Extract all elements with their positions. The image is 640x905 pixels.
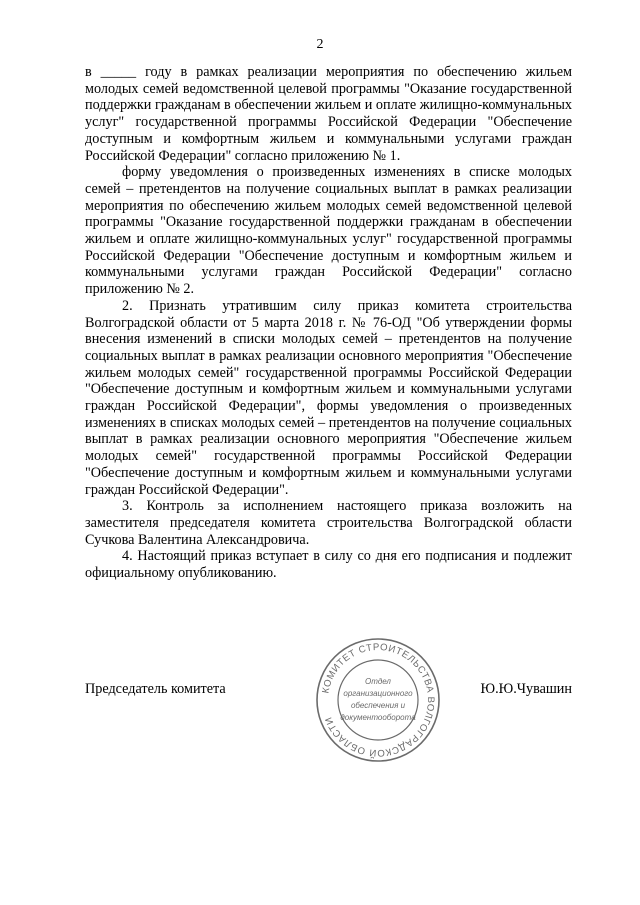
document-body: [85, 64, 572, 582]
stamp-outer-ring: [317, 639, 439, 761]
stamp-line-4: документооборота: [340, 713, 416, 722]
paragraph-item-4: 4. Настоящий приказ вступает в силу со дня его подписания и подлежит официальному опубликованию.: [85, 548, 572, 582]
signatory-name: Ю.Ю.Чувашин: [480, 681, 572, 697]
page-number: 2: [316, 37, 324, 52]
paragraph-notification-form: форму уведомления о произведенных изменениях в списке молодых семей – претендентов на получение социальных выплат в рамках реализации мероприятия по обеспечению жильем молодых семей ведомственной целевой программы "Оказание государственной поддержки гражданам в обеспечении жильем и оплате жилищно-коммунальных услуг" государственной программы Российской Федерации "Обеспечение доступным и комфортным жильем и коммунальными услугами граждан Российской Федерации" согласно приложению № 2.: [85, 164, 572, 298]
signatory-position: Председатель комитета: [85, 681, 226, 697]
paragraph-item-3: 3. Контроль за исполнением настоящего приказа возложить на заместителя председателя комитета строительства Волгоградской области Сучкова Валентина Александровича.: [85, 498, 572, 548]
paragraph-continuation: в _____ году в рамках реализации мероприятия по обеспечению жильем молодых семей ведомственной целевой программы "Оказание государственной поддержки гражданам в обеспечении жильем и оплате жилищно-коммунальных услуг" государственной программы Российской Федерации "Обеспечение доступным и комфортным жильем и коммунальными услугами граждан Российской Федерации" согласно приложению № 1.: [85, 64, 572, 164]
stamp-line-2: организационного: [343, 689, 413, 698]
official-stamp: [314, 636, 442, 764]
stamp-line-3: обеспечения и: [350, 701, 406, 710]
stamp-line-1: Отдел: [365, 677, 391, 686]
stamp-ring-text: КОМИТЕТ СТРОИТЕЛЬСТВА ВОЛГОГРАДСКОЙ ОБЛАСТИ: [320, 641, 437, 759]
paragraph-item-2: 2. Признать утратившим силу приказ комитета строительства Волгоградской области от 5 марта 2018 г. № 76-ОД "Об утверждении формы внесения изменений в списки молодых семей – претендентов на получение социальных выплат в рамках реализации основного мероприятия "Обеспечение жильем молодых семей" государственной программы Российской Федерации "Обеспечение доступным и комфортным жильем и коммунальными услугами граждан Российской Федерации", формы уведомления о произведенных изменениях в списках молодых семей – претендентов на получение социальных выплат в рамках реализации основного мероприятия "Обеспечение жильем молодых семей" государственной программы Российской Федерации "Обеспечение доступным и комфортным жильем и коммунальными услугами граждан Российской Федерации".: [85, 297, 572, 498]
stamp-inner-ring: [338, 660, 418, 740]
